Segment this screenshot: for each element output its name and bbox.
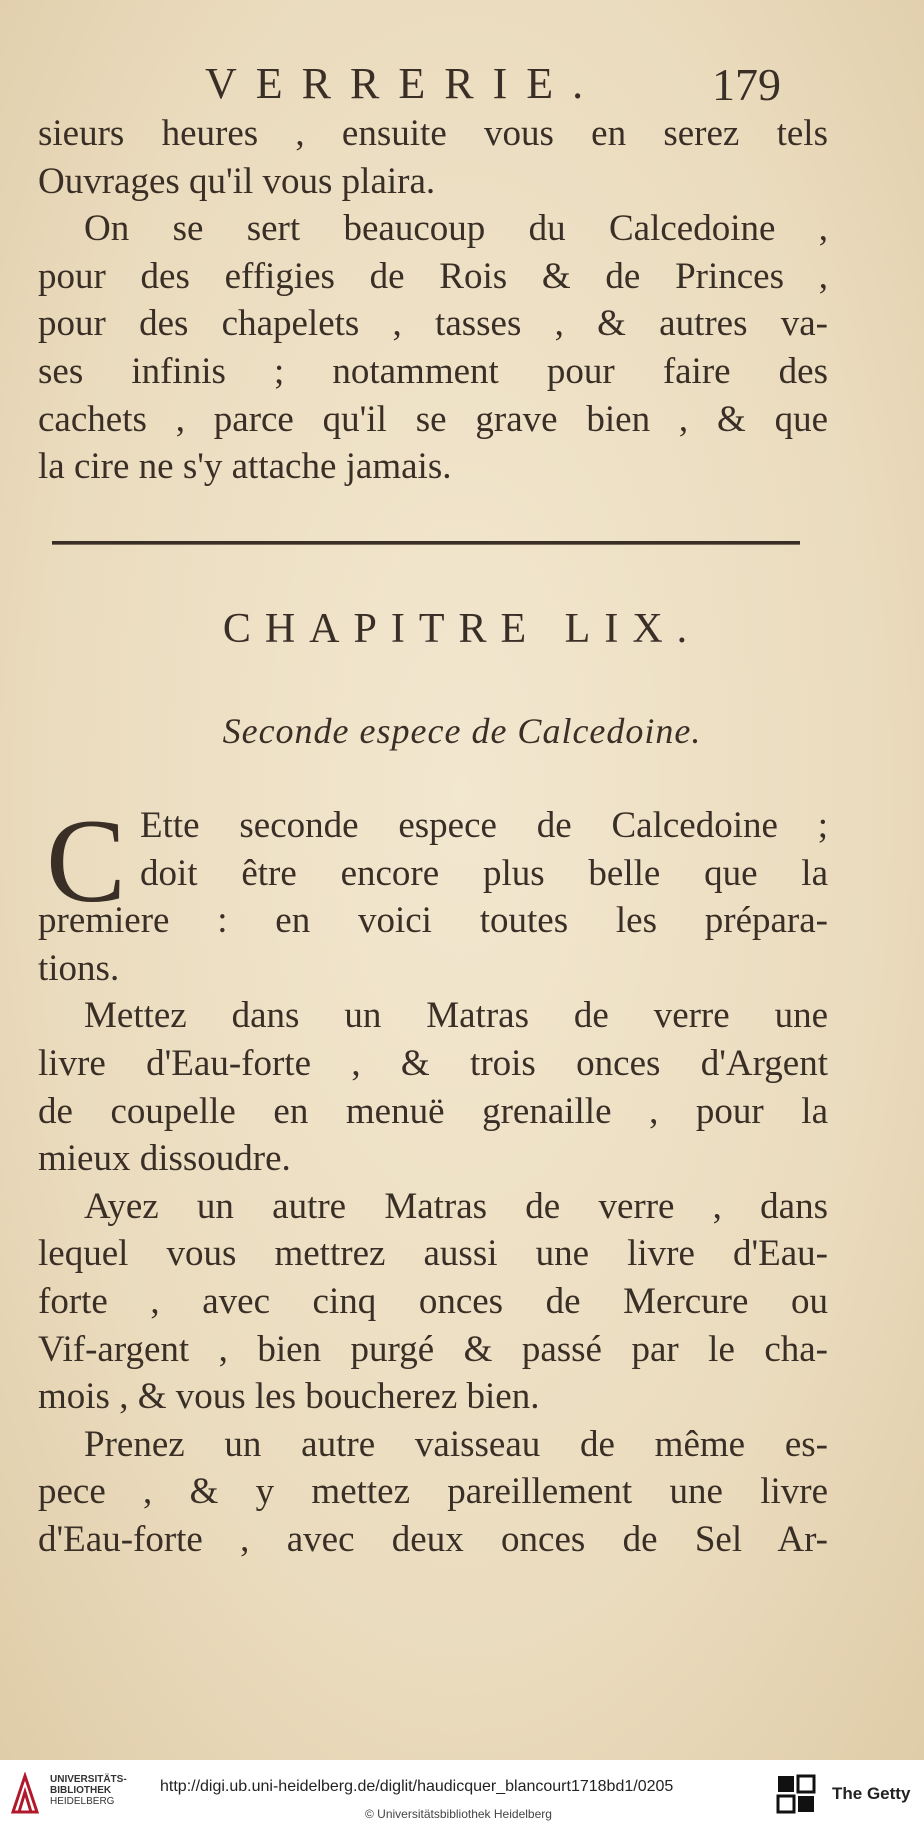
- getty-logo-icon: [776, 1774, 816, 1814]
- text-line: forte , avec cinq onces de Mercure ou: [38, 1280, 828, 1322]
- running-title: VERRERIE.: [205, 59, 603, 108]
- text-line: de coupelle en menuë grenaille , pour la: [38, 1090, 828, 1132]
- page-number: 179: [712, 59, 781, 110]
- text-line: Mettez dans un Matras de verre une: [84, 995, 828, 1037]
- text-line: ses infinis ; notamment pour faire des: [38, 350, 828, 392]
- partner-name: The Getty: [832, 1784, 911, 1803]
- drop-cap: C: [46, 794, 127, 927]
- text-block-bottom: [38, 794, 828, 1564]
- text-line: mois , & vous les boucherez bien.: [38, 1376, 540, 1418]
- chapter-subtitle: Seconde espece de Calcedoine.: [222, 711, 702, 751]
- text-line: Ouvrages qu'il vous plaira.: [38, 160, 436, 202]
- copyright-notice: © Universitätsbibliothek Heidelberg: [365, 1807, 552, 1821]
- text-line: cachets , parce qu'il se grave bien , & que: [38, 398, 828, 440]
- chapter-title: CHAPITRE LIX.: [222, 606, 702, 652]
- text-line: livre d'Eau-forte , & trois onces d'Argent: [38, 1042, 828, 1084]
- running-head: [0, 58, 924, 108]
- text-line: sieurs heures , ensuite vous en serez tels: [38, 113, 828, 154]
- text-line: premiere : en voici toutes les prépara-: [38, 900, 828, 942]
- institution-name: UNIVERSITÄTS- BIBLIOTHEK HEIDELBERG: [50, 1774, 127, 1807]
- text-line: pour des chapelets , tasses , & autres va-: [38, 303, 828, 345]
- digitization-footer: [0, 1760, 924, 1829]
- text-line: Ayez un autre Matras de verre , dans: [84, 1185, 828, 1227]
- text-block-top: [38, 110, 828, 491]
- text-line: lequel vous mettrez aussi une livre d'Eau-: [38, 1233, 828, 1275]
- text-line: On se sert beaucoup du Calcedoine ,: [84, 208, 828, 250]
- text-line: d'Eau-forte , avec deux onces de Sel Ar-: [38, 1518, 828, 1560]
- text-line: doit être encore plus belle que la: [140, 852, 828, 894]
- text-line: mieux dissoudre.: [38, 1138, 291, 1180]
- text-line: la cire ne s'y attache jamais.: [38, 446, 452, 488]
- text-line: Prenez un autre vaisseau de même es-: [84, 1423, 828, 1465]
- text-line: Ette seconde espece de Calcedoine ;: [140, 805, 828, 846]
- text-line: tions.: [38, 947, 120, 989]
- text-line: pour des effigies de Rois & de Princes ,: [38, 255, 828, 297]
- text-line: pece , & y mettez pareillement une livre: [38, 1471, 828, 1513]
- heidelberg-university-logo-icon: [10, 1772, 40, 1816]
- source-url-link[interactable]: http://digi.ub.uni-heidelberg.de/diglit/haudicquer_blancourt1718bd1/0205: [160, 1778, 674, 1795]
- text-line: Vif-argent , bien purgé & passé par le cha-: [38, 1328, 828, 1370]
- chapter-divider-rule: [52, 541, 800, 545]
